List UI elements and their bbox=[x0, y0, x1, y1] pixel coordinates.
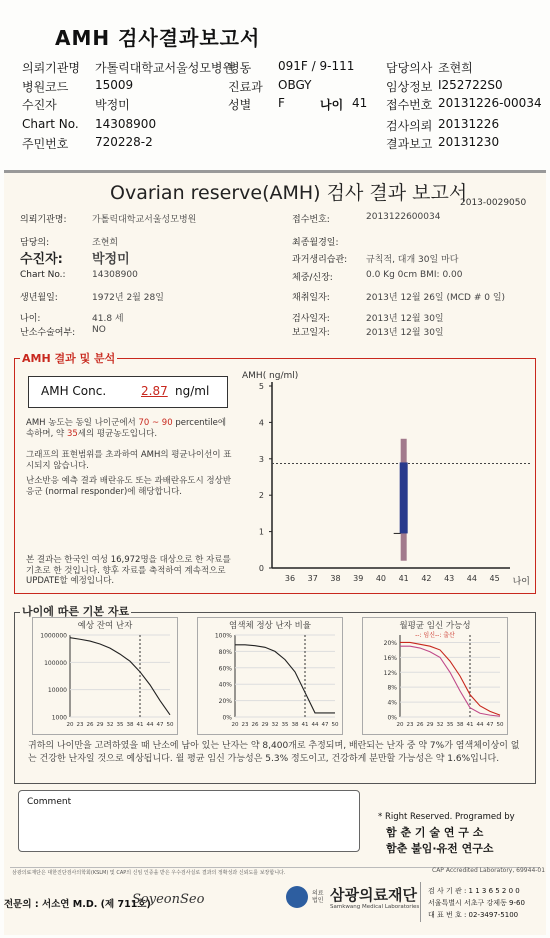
y-tick-label: 1 bbox=[258, 527, 264, 537]
panel-x-tick-label: 23 bbox=[241, 722, 249, 728]
right-info-value: 0.0 Kg 0cm BMI: 0.00 bbox=[366, 270, 463, 280]
org-tag: 의료법인 bbox=[312, 890, 324, 904]
left-info-value: 14308900 bbox=[92, 270, 138, 280]
series-line-임신 bbox=[400, 642, 500, 715]
x-axis-label: 나이 bbox=[512, 577, 530, 587]
header-label: 검사의뢰 bbox=[386, 119, 433, 133]
panel-y-tick-label: 1000 bbox=[51, 714, 67, 722]
header-label: 수진자 bbox=[22, 98, 57, 112]
panel-x-tick-label: 35 bbox=[446, 722, 454, 728]
right-info-label: 접수번호: bbox=[292, 215, 330, 225]
lab-name-2: 함춘 불임·유전 연구소 bbox=[386, 842, 494, 855]
header-value: 20131226-00034 bbox=[438, 96, 542, 110]
panel-y-tick-label: 8% bbox=[387, 684, 397, 692]
left-info-label: 담당의: bbox=[20, 238, 50, 248]
panel-y-tick-label: 20% bbox=[383, 639, 397, 647]
amh-conc-unit: ng/ml bbox=[175, 384, 210, 398]
right-info-label: 과거생리습관: bbox=[292, 255, 348, 265]
header-label: 주민번호 bbox=[22, 137, 69, 151]
header-label: Chart No. bbox=[22, 117, 79, 131]
interp-text-1: AMH 농도는 동일 나이군에서 bbox=[26, 418, 136, 428]
series-line-출산 bbox=[400, 646, 500, 716]
panel-x-tick-label: 41 bbox=[466, 722, 474, 728]
panel-x-tick-label: 35 bbox=[116, 722, 124, 728]
report-title: Ovarian reserve(AMH) 검사 결과 보고서 bbox=[110, 182, 468, 204]
x-tick-label: 37 bbox=[307, 574, 318, 583]
y-tick-label: 3 bbox=[258, 454, 264, 464]
header-value: 091F / 9-111 bbox=[278, 59, 355, 73]
left-info-label: 수진자: bbox=[20, 252, 63, 267]
left-info-value: NO bbox=[92, 325, 106, 335]
header-label: 의뢰기관명 bbox=[22, 61, 80, 75]
panel-x-tick-label: 50 bbox=[496, 722, 504, 728]
panel-x-tick-label: 38 bbox=[291, 722, 299, 728]
panel-x-tick-label: 32 bbox=[436, 722, 444, 728]
interp-text-3: 세의 평균농도입니다. bbox=[77, 428, 158, 439]
panel-x-tick-label: 44 bbox=[311, 722, 319, 728]
chromosome-chart bbox=[197, 617, 343, 735]
left-info-value: 박정미 bbox=[92, 252, 130, 267]
panel-x-tick-label: 23 bbox=[76, 722, 84, 728]
left-info-label: 의뢰기관명: bbox=[20, 215, 67, 225]
left-info-value: 1972년 2월 28일 bbox=[92, 293, 164, 303]
header-value: 가톨릭대학교서울성모병원 bbox=[95, 61, 235, 75]
panel-x-tick-label: 38 bbox=[126, 722, 134, 728]
panel-x-tick-label: 32 bbox=[106, 722, 114, 728]
left-info-label: 생년월일: bbox=[20, 293, 58, 303]
header-value: I252722S0 bbox=[438, 78, 503, 92]
header-value: 15009 bbox=[95, 78, 134, 92]
panel-y-tick-label: 40% bbox=[218, 681, 232, 689]
x-tick-label: 45 bbox=[489, 574, 500, 583]
panel-x-tick-label: 47 bbox=[156, 722, 164, 728]
left-info-label: 나이: bbox=[20, 314, 41, 324]
age-summary: 귀하의 나이만을 고려하였을 때 난소에 남아 있는 난자는 약 8,400개로 추정되며, 배란되는 난자 중 약 7%가 염색체이상이 없는 건강한 난자일 것으로 예상됩니다. 월 평균 임신 가능성은 5.3% 정도이고, 건강하게 분만할 가능성은 약 1.6%입니다. bbox=[28, 741, 520, 764]
left-info-label: Chart No.: bbox=[20, 270, 66, 280]
amh-data-note: 본 결과는 한국인 여성 16,972명을 대상으로 한 자료를 기초로 한 것입니다. 향후 자료를 축적하여 계속적으로 UPDATE할 예정입니다. bbox=[26, 555, 231, 586]
org-name-en: Samkwang Medical Laboratories bbox=[330, 904, 420, 910]
x-tick-label: 41 bbox=[398, 574, 409, 583]
panel-title: 염색체 정상 난자 비율 bbox=[228, 621, 312, 631]
x-tick-label: 44 bbox=[466, 574, 477, 583]
amh-conc-label: AMH Conc. bbox=[41, 384, 107, 398]
amh-response-note: 난소반응 예측 결과 배란유도 또는 과배란유도시 정상반응군 (normal responder)에 해당합니다. bbox=[26, 476, 232, 497]
oocyte-chart bbox=[32, 617, 178, 735]
right-info-value: 2013년 12월 26일 (MCD # 0 일) bbox=[366, 293, 506, 303]
comment-box bbox=[18, 790, 360, 852]
amh-graph-note: 그래프의 표현범위를 초과하여 AMH의 평균나이선이 표시되지 않습니다. bbox=[26, 450, 232, 471]
right-info-label: 채취일자: bbox=[292, 293, 330, 303]
interp-age: 35 bbox=[66, 428, 78, 439]
header-value: OBGY bbox=[278, 78, 312, 92]
panel-x-tick-label: 29 bbox=[261, 722, 269, 728]
panel-y-tick-label: 12% bbox=[383, 669, 397, 677]
panel-x-tick-label: 29 bbox=[426, 722, 434, 728]
contact-phone: 대 표 번 호 : 02-3497-5100 bbox=[428, 911, 519, 919]
panel-x-tick-label: 26 bbox=[416, 722, 424, 728]
x-tick-label: 43 bbox=[444, 574, 455, 583]
panel-x-tick-label: 47 bbox=[486, 722, 494, 728]
header-value: 14308900 bbox=[95, 117, 157, 131]
panel-legend: --: 임신--: 출산 bbox=[415, 632, 455, 639]
header-label: 임상정보 bbox=[386, 80, 433, 94]
x-tick-label: 36 bbox=[284, 574, 296, 583]
panel-line bbox=[235, 645, 335, 713]
y-tick-label: 2 bbox=[258, 491, 264, 501]
amh-conc-value: 2.87 bbox=[141, 384, 168, 398]
header-value: F bbox=[278, 96, 285, 110]
right-info-label: 최종월경일: bbox=[292, 238, 339, 248]
y-axis-label: AMH( ng/ml) bbox=[242, 371, 299, 381]
page-title: AMH 검사결과보고서 bbox=[55, 26, 261, 50]
iqr-bar bbox=[400, 462, 408, 533]
panel-x-tick-label: 47 bbox=[321, 722, 329, 728]
left-info-value: 41.8 세 bbox=[92, 314, 124, 324]
comment-label: Comment bbox=[27, 797, 72, 807]
footer-separator bbox=[420, 882, 421, 922]
amh-chart bbox=[236, 364, 532, 590]
header-value: 20131230 bbox=[438, 135, 500, 149]
right-info-label: 체중/신장: bbox=[292, 273, 333, 283]
panel-line bbox=[70, 638, 170, 715]
accreditation-note: 삼광의료재단은 대한진단검사의학회(KSLM) 및 CAP의 신임 인증을 받은 우수검사실로 결과의 정확성과 신뢰도를 보장합니다. bbox=[12, 870, 286, 876]
header-label: 결과보고 bbox=[386, 137, 433, 151]
lab-name-1: 함 춘 기 술 연 구 소 bbox=[386, 826, 484, 839]
left-info-label: 난소수술여부: bbox=[20, 328, 76, 338]
header-label: 병동 bbox=[228, 61, 252, 75]
panel-y-tick-label: 0% bbox=[222, 714, 232, 722]
cap-note: CAP Accredited Laboratory, 69944-01 bbox=[432, 867, 546, 874]
amh-conc-box bbox=[28, 376, 228, 408]
panel-x-tick-label: 29 bbox=[96, 722, 104, 728]
left-info-value: 가톨릭대학교서울성모병원 bbox=[92, 215, 197, 225]
header-label: 진료과 bbox=[228, 80, 263, 94]
amh-section-label: AMH 결과 및 분석 bbox=[22, 352, 116, 365]
panel-x-tick-label: 44 bbox=[146, 722, 154, 728]
panel-y-tick-label: 20% bbox=[218, 698, 232, 706]
panel-title: 월평균 임신 가능성 bbox=[399, 621, 471, 631]
panel-y-tick-label: 4% bbox=[387, 699, 397, 707]
panel-y-tick-label: 1000000 bbox=[40, 632, 67, 640]
header-value: 20131226 bbox=[438, 117, 500, 131]
right-info-value: 2013년 12월 30일 bbox=[366, 328, 444, 338]
panel-x-tick-label: 41 bbox=[301, 722, 309, 728]
x-tick-label: 39 bbox=[353, 574, 364, 583]
age-label: 나이 bbox=[320, 98, 344, 112]
panel-x-tick-label: 44 bbox=[476, 722, 484, 728]
pregnancy-chart bbox=[362, 617, 508, 735]
x-tick-label: 42 bbox=[421, 574, 432, 583]
age-section-label: 나이에 따른 기본 자료 bbox=[22, 605, 130, 618]
samkwang-logo-icon bbox=[286, 886, 308, 908]
panel-x-tick-label: 38 bbox=[456, 722, 464, 728]
panel-x-tick-label: 32 bbox=[271, 722, 279, 728]
right-info-label: 보고일자: bbox=[292, 328, 330, 338]
panel-x-tick-label: 35 bbox=[281, 722, 289, 728]
interp-text-2: percentile에 속하며, 약 bbox=[26, 418, 227, 439]
panel-y-tick-label: 80% bbox=[218, 648, 232, 656]
y-tick-label: 5 bbox=[258, 382, 264, 391]
panel-x-tick-label: 20 bbox=[396, 722, 404, 728]
rights-text: * Right Reserved. Programed by bbox=[378, 812, 515, 822]
y-tick-label: 4 bbox=[258, 418, 264, 428]
left-info-value: 조현희 bbox=[92, 238, 119, 248]
panel-y-tick-label: 60% bbox=[218, 665, 232, 673]
panel-y-tick-label: 10000 bbox=[47, 687, 67, 695]
age-value: 41 bbox=[352, 96, 368, 110]
panel-title: 예상 잔여 난자 bbox=[77, 621, 133, 631]
x-tick-label: 40 bbox=[375, 574, 387, 583]
header-value: 박정미 bbox=[95, 98, 130, 112]
panel-x-tick-label: 23 bbox=[406, 722, 414, 728]
right-info-label: 검사일자: bbox=[292, 314, 330, 324]
header-label: 성별 bbox=[228, 98, 252, 112]
panel-y-tick-label: 0% bbox=[387, 714, 397, 722]
header-label: 병원코드 bbox=[22, 80, 69, 94]
y-tick-label: 0 bbox=[258, 564, 264, 573]
doctor-name: 전문의 : 서소연 M.D. (제 711호) bbox=[4, 899, 151, 910]
panel-y-tick-label: 100000 bbox=[44, 659, 67, 667]
header-label: 접수번호 bbox=[386, 98, 433, 112]
panel-y-tick-label: 16% bbox=[383, 654, 397, 662]
doctor-signature: SoyeonSeo bbox=[132, 892, 205, 907]
header-label: 담당의사 bbox=[386, 61, 433, 75]
org-name: 삼광의료재단 bbox=[330, 886, 417, 904]
panel-x-tick-label: 20 bbox=[231, 722, 239, 728]
header-value: 조현희 bbox=[438, 61, 473, 75]
contact-address: 서울특별시 서초구 강제동 9-60 bbox=[428, 899, 525, 907]
panel-x-tick-label: 41 bbox=[136, 722, 144, 728]
header-value: 720228-2 bbox=[95, 135, 153, 149]
panel-y-tick-label: 100% bbox=[214, 632, 232, 640]
panel-x-tick-label: 20 bbox=[66, 722, 74, 728]
amh-interpretation bbox=[26, 418, 232, 439]
panel-x-tick-label: 26 bbox=[86, 722, 94, 728]
right-info-value: 2013122600034 bbox=[366, 212, 441, 222]
right-info-value: 2013년 12월 30일 bbox=[366, 314, 444, 324]
panel-x-tick-label: 26 bbox=[251, 722, 259, 728]
interp-percentile: 70 ~ 90 bbox=[138, 418, 173, 428]
contact-code: 검 사 기 관 : 1 1 3 6 5 2 0 0 bbox=[428, 887, 520, 895]
panel-x-tick-label: 50 bbox=[331, 722, 339, 728]
report-number: 2013-0029050 bbox=[460, 198, 527, 208]
right-info-value: 규칙적, 대개 30일 마다 bbox=[366, 255, 459, 265]
x-tick-label: 38 bbox=[330, 574, 341, 583]
panel-x-tick-label: 50 bbox=[166, 722, 174, 728]
